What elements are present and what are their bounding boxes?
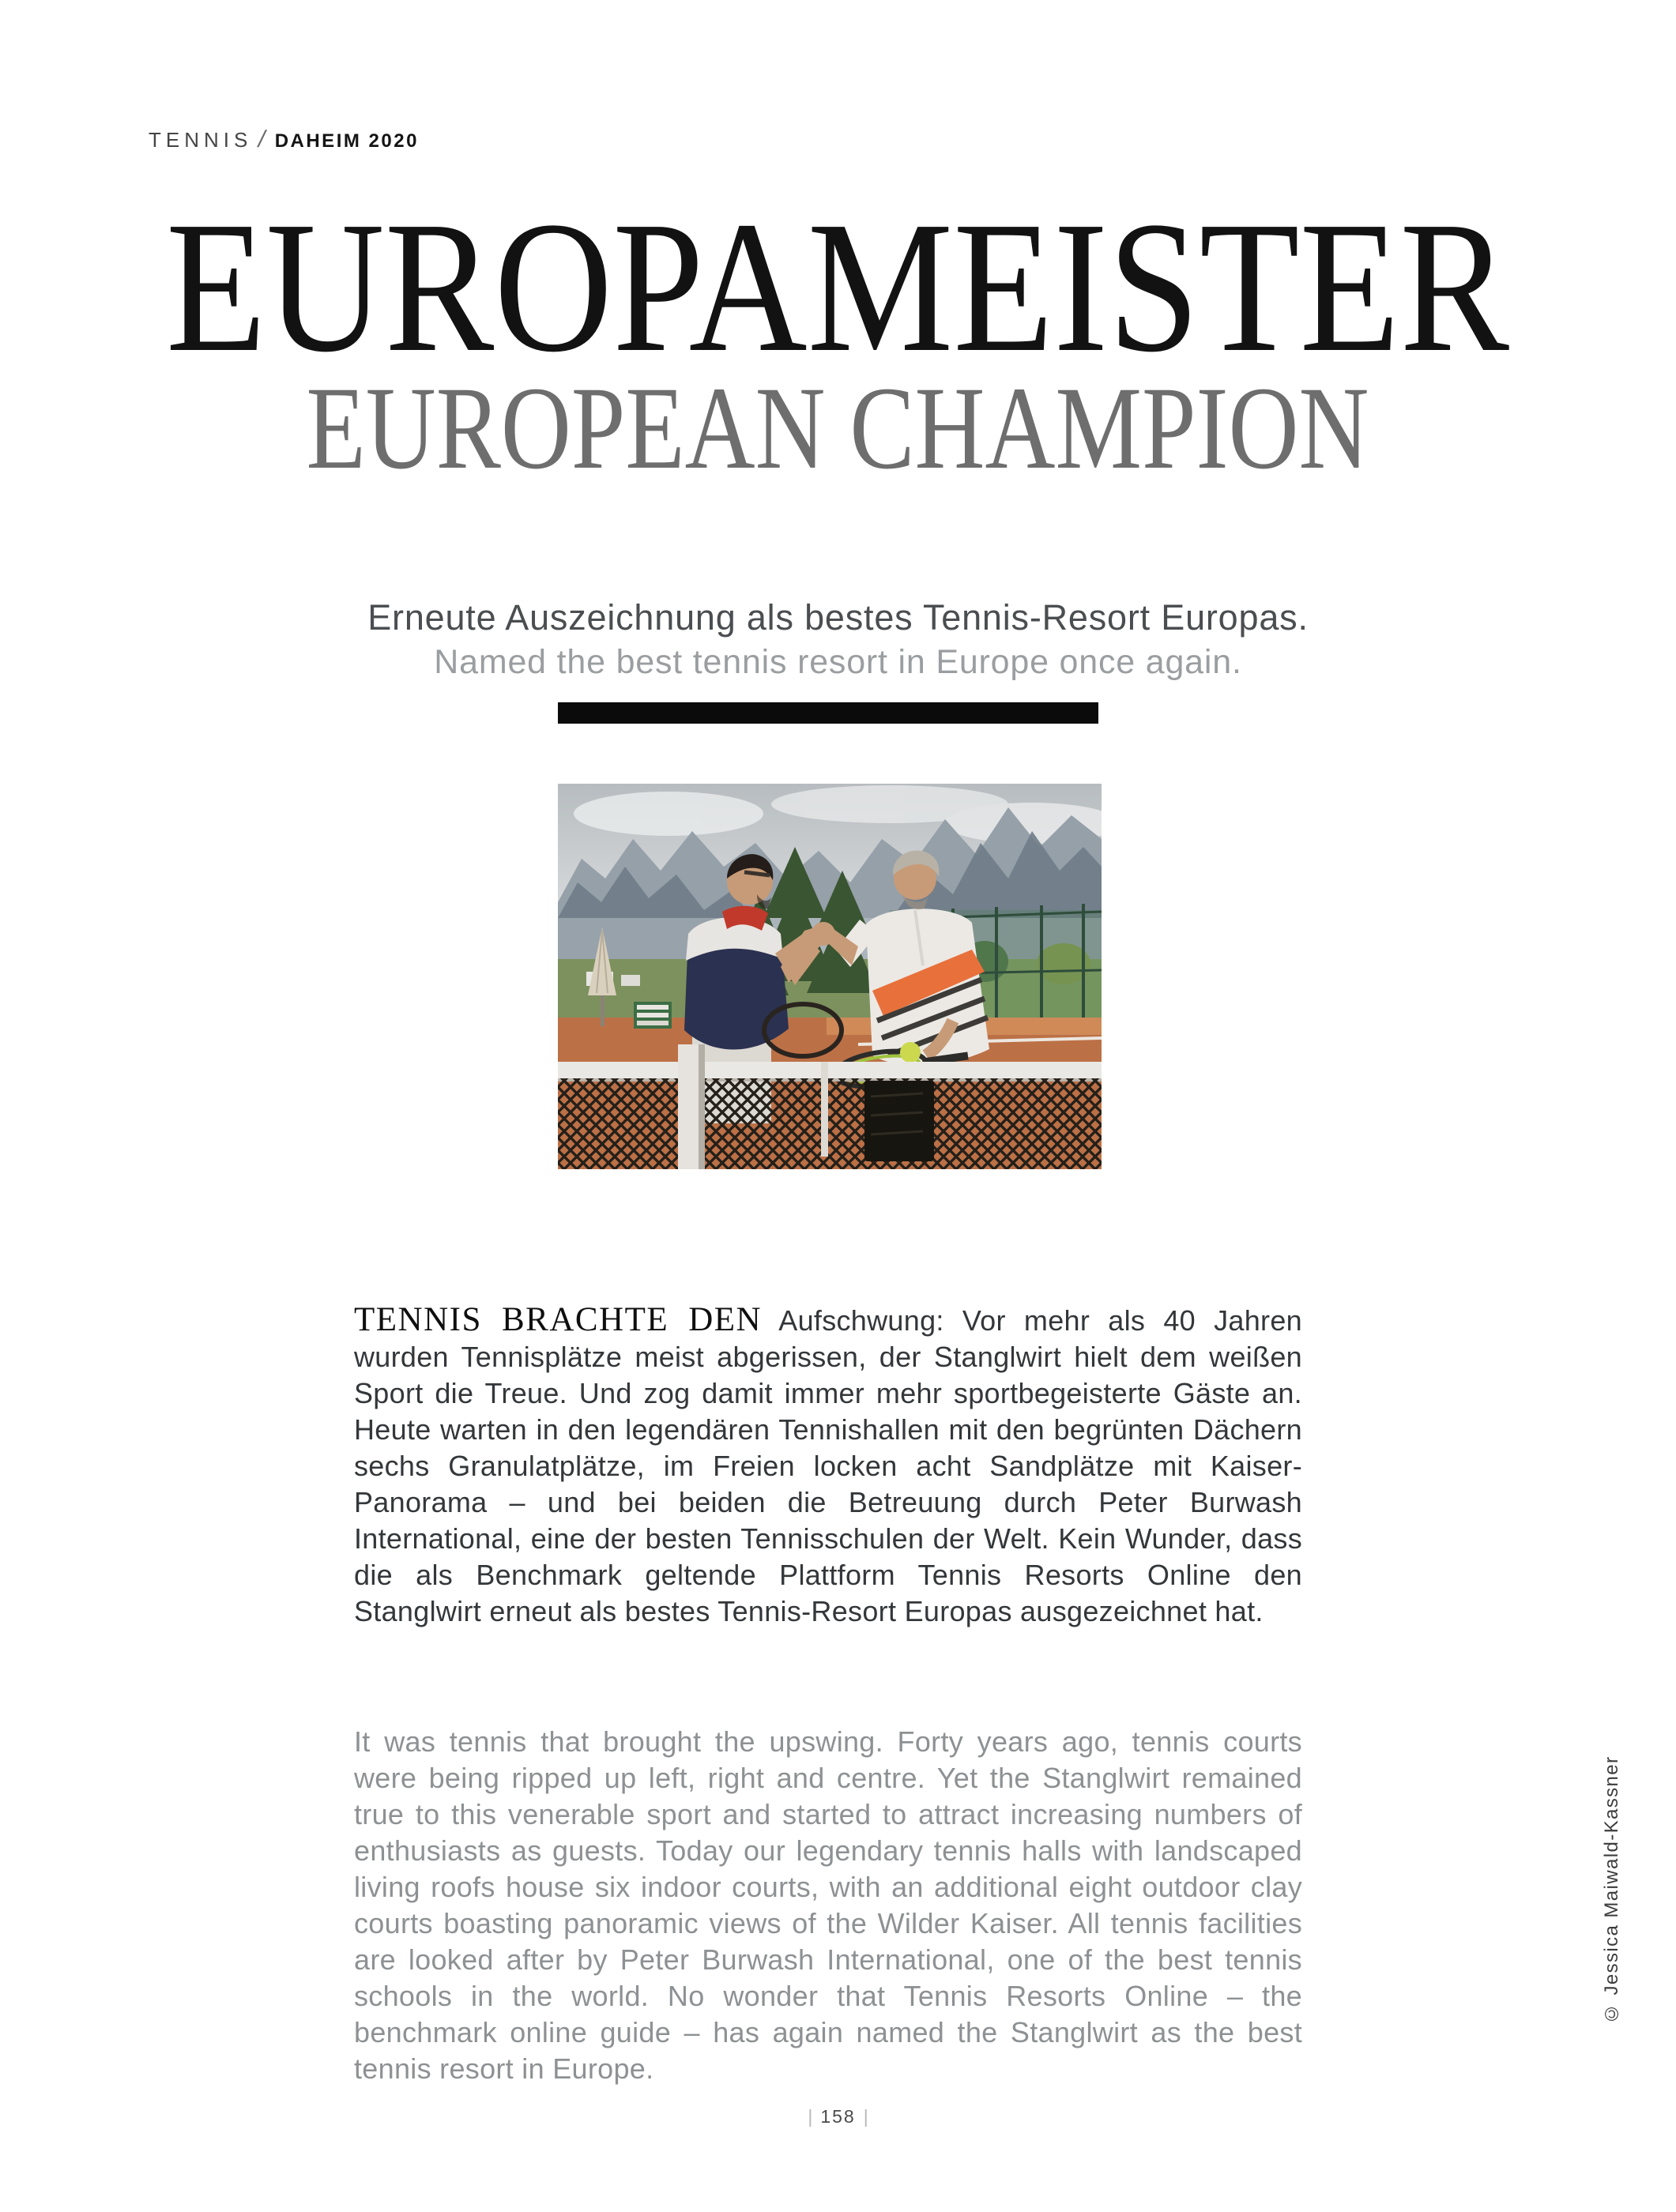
net-mesh [558, 1078, 1102, 1169]
handshake-hands [812, 922, 835, 946]
lead-english: Named the best tennis resort in Europe once again. [434, 643, 1242, 681]
kicker-separator: / [255, 126, 269, 152]
paragraph-english-text: It was tennis that brought the upswing. Forty years ago, tennis courts were being ripped up left, right and centre. Yet the Stanglwirt remained true to this venerable sport and started to attract increasing numbers of enthusiasts as guests. Today our legendary tennis halls with landscaped living roofs house six indoor courts, with an additional eight outdoor clay courts boasting panoramic views of the Wilder Kaiser. All tennis facilities are looked after by Peter Burwash International, one of the best tennis schools in the world. No wonder that Tennis Resorts Online – the benchmark online guide – has again named the Stanglwirt as the best tennis resort in Europe. [354, 1725, 1302, 2085]
lead-german: Erneute Auszeichnung als bestes Tennis-Resort Europas. [367, 597, 1309, 638]
paragraph-lead-in: TENNIS BRACHTE DEN [354, 1301, 763, 1338]
garden-bench [634, 1002, 672, 1029]
net-post-shadow [699, 1044, 705, 1169]
tennis-ball [900, 1042, 921, 1063]
black-rule [558, 702, 1098, 724]
towel-on-net [864, 1081, 934, 1161]
net-post [678, 1044, 702, 1169]
folio-bar-left: | [808, 2106, 813, 2127]
page-subtitle [0, 371, 1676, 486]
kicker-section: TENNIS [149, 128, 253, 152]
kicker-issue: DAHEIM 2020 [274, 130, 419, 152]
page-title-text: EUROPAMEISTER [166, 224, 1510, 382]
paragraph-german-text: Aufschwung: Vor mehr als 40 Jahren wurden Tennisplätze meist abgerissen, der Stanglwirt hielt dem weißen Sport die Treue. Und zog damit immer mehr sportbegeisterte Gäste an. Heute warten in den legendären Tennishallen mit den begrünten Dächern sechs Granulatplätze, im Freien locken acht Sandplätze mit Kaiser-Panorama – und bei beiden die Betreuung durch Peter Burwash International, eine der besten Tennisschulen der Welt. Kein Wunder, dass die als Benchmark geltende Plattform Tennis Resorts Online den Stanglwirt erneut als bestes Tennis-Resort Europas ausgezeichnet hat. [354, 1304, 1302, 1627]
photo-credit: © Jessica Maiwald-Kassner [1601, 1755, 1622, 2024]
body-paragraph-english [354, 1724, 1302, 2087]
net-center-strap [821, 1062, 828, 1157]
net-tape [558, 1062, 1102, 1078]
page-number: 158 [820, 2106, 856, 2127]
page-subtitle-text: EUROPEAN CHAMPION [306, 371, 1369, 486]
article-photo [558, 784, 1102, 1169]
page-title [0, 224, 1676, 382]
photo-scene [558, 784, 1102, 1169]
kicker [149, 126, 419, 153]
folio-bar-right: | [863, 2106, 868, 2127]
body-paragraph-german [354, 1302, 1302, 1630]
page-footer [0, 2106, 1676, 2127]
tennis-net [558, 1044, 1102, 1169]
